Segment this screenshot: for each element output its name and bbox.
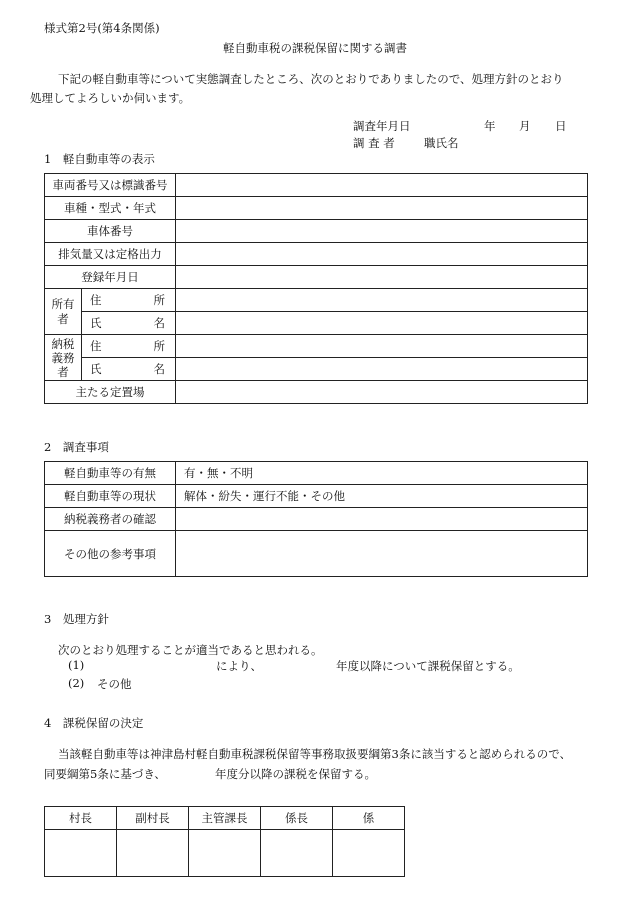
label-vehicle-presence: 軽自動車等の有無 <box>45 462 176 485</box>
value-registration-date <box>176 266 588 289</box>
value-taxpayer-name <box>176 358 588 381</box>
value-model <box>176 197 588 220</box>
label-other-notes: その他の参考事項 <box>45 531 176 577</box>
decision-line-2a: 同要綱第5条に基づき、 <box>44 767 166 781</box>
value-storage-place <box>176 381 588 404</box>
survey-items-table <box>44 461 588 577</box>
section4-heading: 4 課税保留の決定 <box>44 716 144 730</box>
document-title: 軽自動車税の課税保留に関する調書 <box>223 41 407 55</box>
name-label: 職氏名 <box>424 136 459 150</box>
approval-table <box>44 806 405 877</box>
value-taxpayer-confirmation <box>176 508 588 531</box>
decision-line-2b: 年度分以降の課税を保留する。 <box>215 767 376 781</box>
approval-header-mayor: 村長 <box>45 807 117 830</box>
intro-line-1: 下記の軽自動車等について実態調査したところ、次のとおりでありましたので、処理方針のとおり <box>58 72 564 86</box>
label-plate-number: 車両番号又は標識番号 <box>45 174 176 197</box>
form-number: 様式第2号(第4条関係) <box>44 21 160 35</box>
approval-header-staff: 係 <box>333 807 405 830</box>
value-owner-address <box>176 289 588 312</box>
label-owner: 所有者 <box>45 289 82 335</box>
value-owner-name <box>176 312 588 335</box>
approval-stamp-mayor <box>45 830 117 877</box>
intro-line-2: 処理してよろしいか伺います。 <box>30 91 191 105</box>
survey-month: 月 <box>519 119 531 133</box>
policy-item-1-reason: により、 <box>216 659 262 673</box>
approval-header-unit-chief: 係長 <box>261 807 333 830</box>
policy-line: 次のとおり処理することが適当であると思われる。 <box>58 643 323 657</box>
label-model: 車種・型式・年式 <box>45 197 176 220</box>
policy-item-1-number: (1) <box>68 658 85 672</box>
investigator-label: 調 査 者 <box>353 136 395 150</box>
value-plate-number <box>176 174 588 197</box>
survey-year: 年 <box>484 119 496 133</box>
survey-date-label: 調査年月日 <box>353 119 411 133</box>
value-displacement <box>176 243 588 266</box>
approval-stamp-deputy-mayor <box>117 830 189 877</box>
approval-stamp-staff <box>333 830 405 877</box>
label-owner-address: 住 所 <box>82 289 176 312</box>
label-taxpayer: 納税義務者 <box>45 335 82 381</box>
intro-paragraph <box>30 70 589 108</box>
label-taxpayer-confirmation: 納税義務者の確認 <box>45 508 176 531</box>
approval-header-section-chief: 主管課長 <box>189 807 261 830</box>
vehicle-table <box>44 173 588 404</box>
value-body-number <box>176 220 588 243</box>
policy-item-2-text: その他 <box>97 677 132 691</box>
decision-line-1: 当該軽自動車等は神津島村軽自動車税課税保留等事務取扱要綱第3条に該当すると認められるので、 <box>58 747 572 761</box>
approval-header-deputy-mayor: 副村長 <box>117 807 189 830</box>
label-taxpayer-name: 氏 名 <box>82 358 176 381</box>
label-vehicle-status: 軽自動車等の現状 <box>45 485 176 508</box>
section1-heading: 1 軽自動車等の表示 <box>44 152 155 166</box>
approval-stamp-section-chief <box>189 830 261 877</box>
value-vehicle-presence: 有・無・不明 <box>176 462 588 485</box>
policy-item-2-number: (2) <box>68 676 85 690</box>
value-other-notes <box>176 531 588 577</box>
label-body-number: 車体番号 <box>45 220 176 243</box>
label-taxpayer-address: 住 所 <box>82 335 176 358</box>
section3-heading: 3 処理方針 <box>44 612 109 626</box>
approval-stamp-unit-chief <box>261 830 333 877</box>
value-vehicle-status: 解体・紛失・運行不能・その他 <box>176 485 588 508</box>
label-displacement: 排気量又は定格出力 <box>45 243 176 266</box>
section2-heading: 2 調査事項 <box>44 440 109 454</box>
survey-day: 日 <box>555 119 567 133</box>
value-taxpayer-address <box>176 335 588 358</box>
label-owner-name: 氏 名 <box>82 312 176 335</box>
label-registration-date: 登録年月日 <box>45 266 176 289</box>
policy-item-1-end: 年度以降について課税保留とする。 <box>336 659 520 673</box>
label-storage-place: 主たる定置場 <box>45 381 176 404</box>
